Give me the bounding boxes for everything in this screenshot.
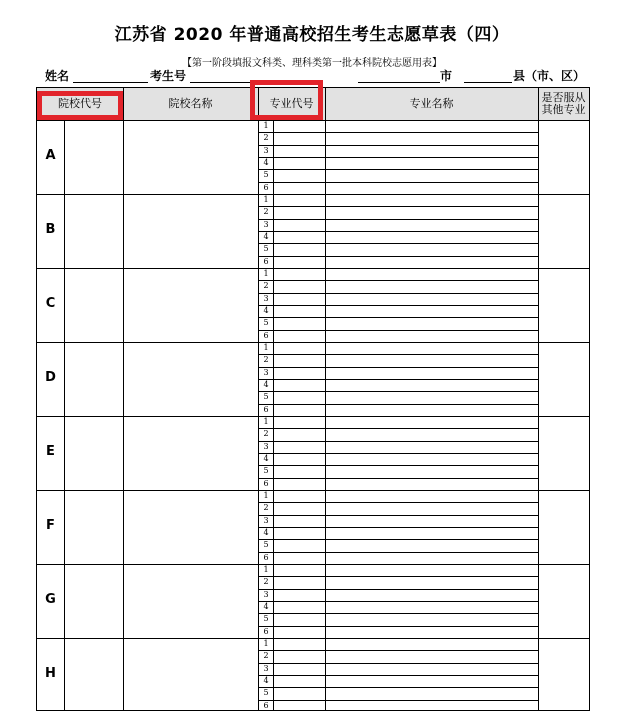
school-code-cell[interactable] <box>65 342 122 416</box>
header-major-code: 专业代号 <box>258 88 325 120</box>
major-name-cell[interactable] <box>326 256 537 268</box>
row-number: 5 <box>263 614 269 624</box>
major-code-cell[interactable] <box>274 342 324 354</box>
row-number: 2 <box>263 355 269 365</box>
major-code-cell[interactable] <box>274 453 324 465</box>
major-name-cell[interactable] <box>326 317 537 329</box>
name-label: 姓名 <box>45 69 70 83</box>
row-number: 1 <box>263 269 269 278</box>
name-field[interactable] <box>73 82 148 83</box>
major-code-cell[interactable] <box>274 120 324 132</box>
row-number: 2 <box>263 133 269 143</box>
obey-cell[interactable] <box>539 416 589 490</box>
row-number: 4 <box>263 602 269 611</box>
major-name-cell[interactable] <box>326 354 537 366</box>
major-name-cell[interactable] <box>326 675 537 687</box>
row-number: 3 <box>263 145 269 155</box>
major-code-cell[interactable] <box>274 194 324 206</box>
major-name-cell[interactable] <box>326 391 537 403</box>
major-code-cell[interactable] <box>274 145 324 157</box>
major-code-cell[interactable] <box>274 441 324 453</box>
major-code-cell[interactable] <box>274 650 324 662</box>
major-name-cell[interactable] <box>326 182 537 194</box>
row-number: 6 <box>263 626 269 636</box>
major-code-cell[interactable] <box>274 539 324 551</box>
form-subtitle: 【第一阶段填报文科类、理科类第一批本科院校志愿用表】 <box>182 58 442 69</box>
major-code-cell[interactable] <box>274 465 324 477</box>
row-number: 5 <box>263 688 269 698</box>
group-letter: F <box>46 518 55 533</box>
major-name-cell[interactable] <box>326 206 537 218</box>
school-name-cell[interactable] <box>124 490 257 564</box>
school-code-cell[interactable] <box>65 268 122 342</box>
form-title: 江苏省 2020 年普通高校招生考生志愿草表（四） <box>114 25 510 45</box>
row-number: 5 <box>263 392 269 402</box>
major-code-cell[interactable] <box>274 379 324 391</box>
major-name-cell[interactable] <box>326 243 537 255</box>
group-letter: E <box>46 444 55 459</box>
major-name-cell[interactable] <box>326 293 537 305</box>
major-code-cell[interactable] <box>274 293 324 305</box>
header-obey-line1: 是否服从 <box>541 91 586 104</box>
major-name-cell[interactable] <box>326 626 537 638</box>
major-code-cell[interactable] <box>274 613 324 625</box>
city-label: 市 <box>440 69 453 83</box>
row-number: 2 <box>263 281 269 291</box>
major-name-cell[interactable] <box>326 490 537 502</box>
major-code-cell[interactable] <box>274 157 324 169</box>
major-code-cell[interactable] <box>274 428 324 440</box>
group-letter: C <box>45 296 56 311</box>
major-code-cell[interactable] <box>274 367 324 379</box>
county-label: 县（市、区） <box>513 69 586 83</box>
highlight-school-code <box>37 91 123 120</box>
header-school-code: 院校代号 <box>37 88 123 120</box>
major-code-cell[interactable] <box>274 564 324 576</box>
row-number: 6 <box>263 182 269 192</box>
major-code-cell[interactable] <box>274 527 324 539</box>
major-name-cell[interactable] <box>326 663 537 675</box>
school-name-cell[interactable] <box>124 638 257 712</box>
school-code-cell[interactable] <box>65 490 122 564</box>
obey-cell[interactable] <box>539 194 589 268</box>
row-number: 5 <box>263 466 269 476</box>
major-code-cell[interactable] <box>274 404 324 416</box>
major-code-cell[interactable] <box>274 700 324 712</box>
header-major-name: 专业名称 <box>325 88 538 120</box>
major-name-cell[interactable] <box>326 404 537 416</box>
major-code-cell[interactable] <box>274 552 324 564</box>
major-code-cell[interactable] <box>274 132 324 144</box>
major-name-cell[interactable] <box>326 416 537 428</box>
major-code-cell[interactable] <box>274 391 324 403</box>
school-code-cell[interactable] <box>65 638 122 712</box>
major-name-cell[interactable] <box>326 157 537 169</box>
major-code-cell[interactable] <box>274 589 324 601</box>
major-name-cell[interactable] <box>326 132 537 144</box>
major-code-cell[interactable] <box>274 416 324 428</box>
major-name-cell[interactable] <box>326 515 537 527</box>
school-name-cell[interactable] <box>124 194 257 268</box>
major-code-cell[interactable] <box>274 256 324 268</box>
header-obey <box>538 88 589 120</box>
major-name-cell[interactable] <box>326 280 537 292</box>
row-number: 6 <box>263 256 269 266</box>
major-name-cell[interactable] <box>326 330 537 342</box>
obey-cell[interactable] <box>539 638 589 712</box>
row-number: 5 <box>263 540 269 550</box>
row-number: 6 <box>263 700 269 710</box>
header-school-name: 院校名称 <box>123 88 258 120</box>
obey-cell[interactable] <box>539 120 589 194</box>
major-code-cell[interactable] <box>274 601 324 613</box>
major-name-cell[interactable] <box>326 305 537 317</box>
group-letter: G <box>45 592 56 607</box>
major-name-cell[interactable] <box>326 687 537 699</box>
row-number: 4 <box>263 232 269 241</box>
major-code-cell[interactable] <box>274 169 324 181</box>
major-code-cell[interactable] <box>274 219 324 231</box>
row-number: 1 <box>263 343 269 352</box>
application-table <box>36 87 590 711</box>
major-name-cell[interactable] <box>326 552 537 564</box>
row-number: 5 <box>263 318 269 328</box>
row-number: 3 <box>263 367 269 377</box>
major-name-cell[interactable] <box>326 700 537 712</box>
school-name-cell[interactable] <box>124 342 257 416</box>
row-number: 3 <box>263 219 269 229</box>
group-letter: D <box>45 370 56 385</box>
major-name-cell[interactable] <box>326 453 537 465</box>
major-name-cell[interactable] <box>326 219 537 231</box>
major-name-cell[interactable] <box>326 367 537 379</box>
header-obey-line2: 其他专业 <box>541 103 586 116</box>
major-name-cell[interactable] <box>326 231 537 243</box>
major-name-cell[interactable] <box>326 527 537 539</box>
major-code-cell[interactable] <box>274 478 324 490</box>
major-name-cell[interactable] <box>326 613 537 625</box>
major-code-cell[interactable] <box>274 206 324 218</box>
school-name-cell[interactable] <box>124 416 257 490</box>
major-code-cell[interactable] <box>274 317 324 329</box>
major-code-cell[interactable] <box>274 490 324 502</box>
major-name-cell[interactable] <box>326 638 537 650</box>
row-number: 2 <box>263 577 269 587</box>
major-name-cell[interactable] <box>326 564 537 576</box>
row-number: 6 <box>263 478 269 488</box>
exam-no-label: 考生号 <box>150 69 187 83</box>
row-number: 4 <box>263 380 269 389</box>
row-number: 4 <box>263 158 269 167</box>
row-number: 2 <box>263 651 269 661</box>
major-code-cell[interactable] <box>274 638 324 650</box>
row-number: 3 <box>263 441 269 451</box>
major-name-cell[interactable] <box>326 194 537 206</box>
obey-cell[interactable] <box>539 342 589 416</box>
major-code-cell[interactable] <box>274 280 324 292</box>
city-field[interactable] <box>358 82 440 83</box>
major-code-cell[interactable] <box>274 231 324 243</box>
major-code-cell[interactable] <box>274 354 324 366</box>
major-code-cell[interactable] <box>274 663 324 675</box>
major-name-cell[interactable] <box>326 601 537 613</box>
row-number: 3 <box>263 589 269 599</box>
highlight-major-code <box>250 80 323 120</box>
major-name-cell[interactable] <box>326 465 537 477</box>
major-name-cell[interactable] <box>326 539 537 551</box>
row-number: 1 <box>263 121 269 130</box>
row-number: 5 <box>263 244 269 254</box>
major-code-cell[interactable] <box>274 182 324 194</box>
row-number: 1 <box>263 195 269 204</box>
row-number: 2 <box>263 207 269 217</box>
row-number: 3 <box>263 515 269 525</box>
obey-cell[interactable] <box>539 490 589 564</box>
major-code-cell[interactable] <box>274 330 324 342</box>
major-name-cell[interactable] <box>326 379 537 391</box>
major-name-cell[interactable] <box>326 650 537 662</box>
major-name-cell[interactable] <box>326 478 537 490</box>
row-number: 1 <box>263 417 269 426</box>
major-name-cell[interactable] <box>326 428 537 440</box>
school-name-cell[interactable] <box>124 120 257 194</box>
major-name-cell[interactable] <box>326 169 537 181</box>
row-number: 6 <box>263 330 269 340</box>
row-number: 2 <box>263 429 269 439</box>
major-code-cell[interactable] <box>274 305 324 317</box>
major-code-cell[interactable] <box>274 502 324 514</box>
major-code-cell[interactable] <box>274 243 324 255</box>
school-code-cell[interactable] <box>65 194 122 268</box>
major-name-cell[interactable] <box>326 441 537 453</box>
major-code-cell[interactable] <box>274 626 324 638</box>
major-name-cell[interactable] <box>326 576 537 588</box>
major-code-cell[interactable] <box>274 268 324 280</box>
row-number: 6 <box>263 552 269 562</box>
row-number: 3 <box>263 293 269 303</box>
major-code-cell[interactable] <box>274 576 324 588</box>
group-letter: A <box>45 148 56 163</box>
row-number: 1 <box>263 491 269 500</box>
county-field[interactable] <box>464 82 512 83</box>
school-code-cell[interactable] <box>65 564 122 638</box>
row-number: 5 <box>263 170 269 180</box>
row-number: 4 <box>263 528 269 537</box>
row-number: 3 <box>263 663 269 673</box>
obey-cell[interactable] <box>539 564 589 638</box>
row-number: 4 <box>263 676 269 685</box>
major-name-cell[interactable] <box>326 502 537 514</box>
row-number: 6 <box>263 404 269 414</box>
school-name-cell[interactable] <box>124 564 257 638</box>
major-name-cell[interactable] <box>326 589 537 601</box>
row-number: 2 <box>263 503 269 513</box>
school-name-cell[interactable] <box>124 268 257 342</box>
school-code-cell[interactable] <box>65 120 122 194</box>
group-letter: B <box>45 222 56 237</box>
group-letter: H <box>45 666 56 681</box>
row-number: 1 <box>263 639 269 648</box>
major-name-cell[interactable] <box>326 268 537 280</box>
major-name-cell[interactable] <box>326 145 537 157</box>
row-number: 1 <box>263 565 269 574</box>
row-number: 4 <box>263 306 269 315</box>
major-name-cell[interactable] <box>326 342 537 354</box>
row-number: 4 <box>263 454 269 463</box>
school-code-cell[interactable] <box>65 416 122 490</box>
major-name-cell[interactable] <box>326 120 537 132</box>
obey-cell[interactable] <box>539 268 589 342</box>
major-code-cell[interactable] <box>274 675 324 687</box>
major-code-cell[interactable] <box>274 687 324 699</box>
major-code-cell[interactable] <box>274 515 324 527</box>
